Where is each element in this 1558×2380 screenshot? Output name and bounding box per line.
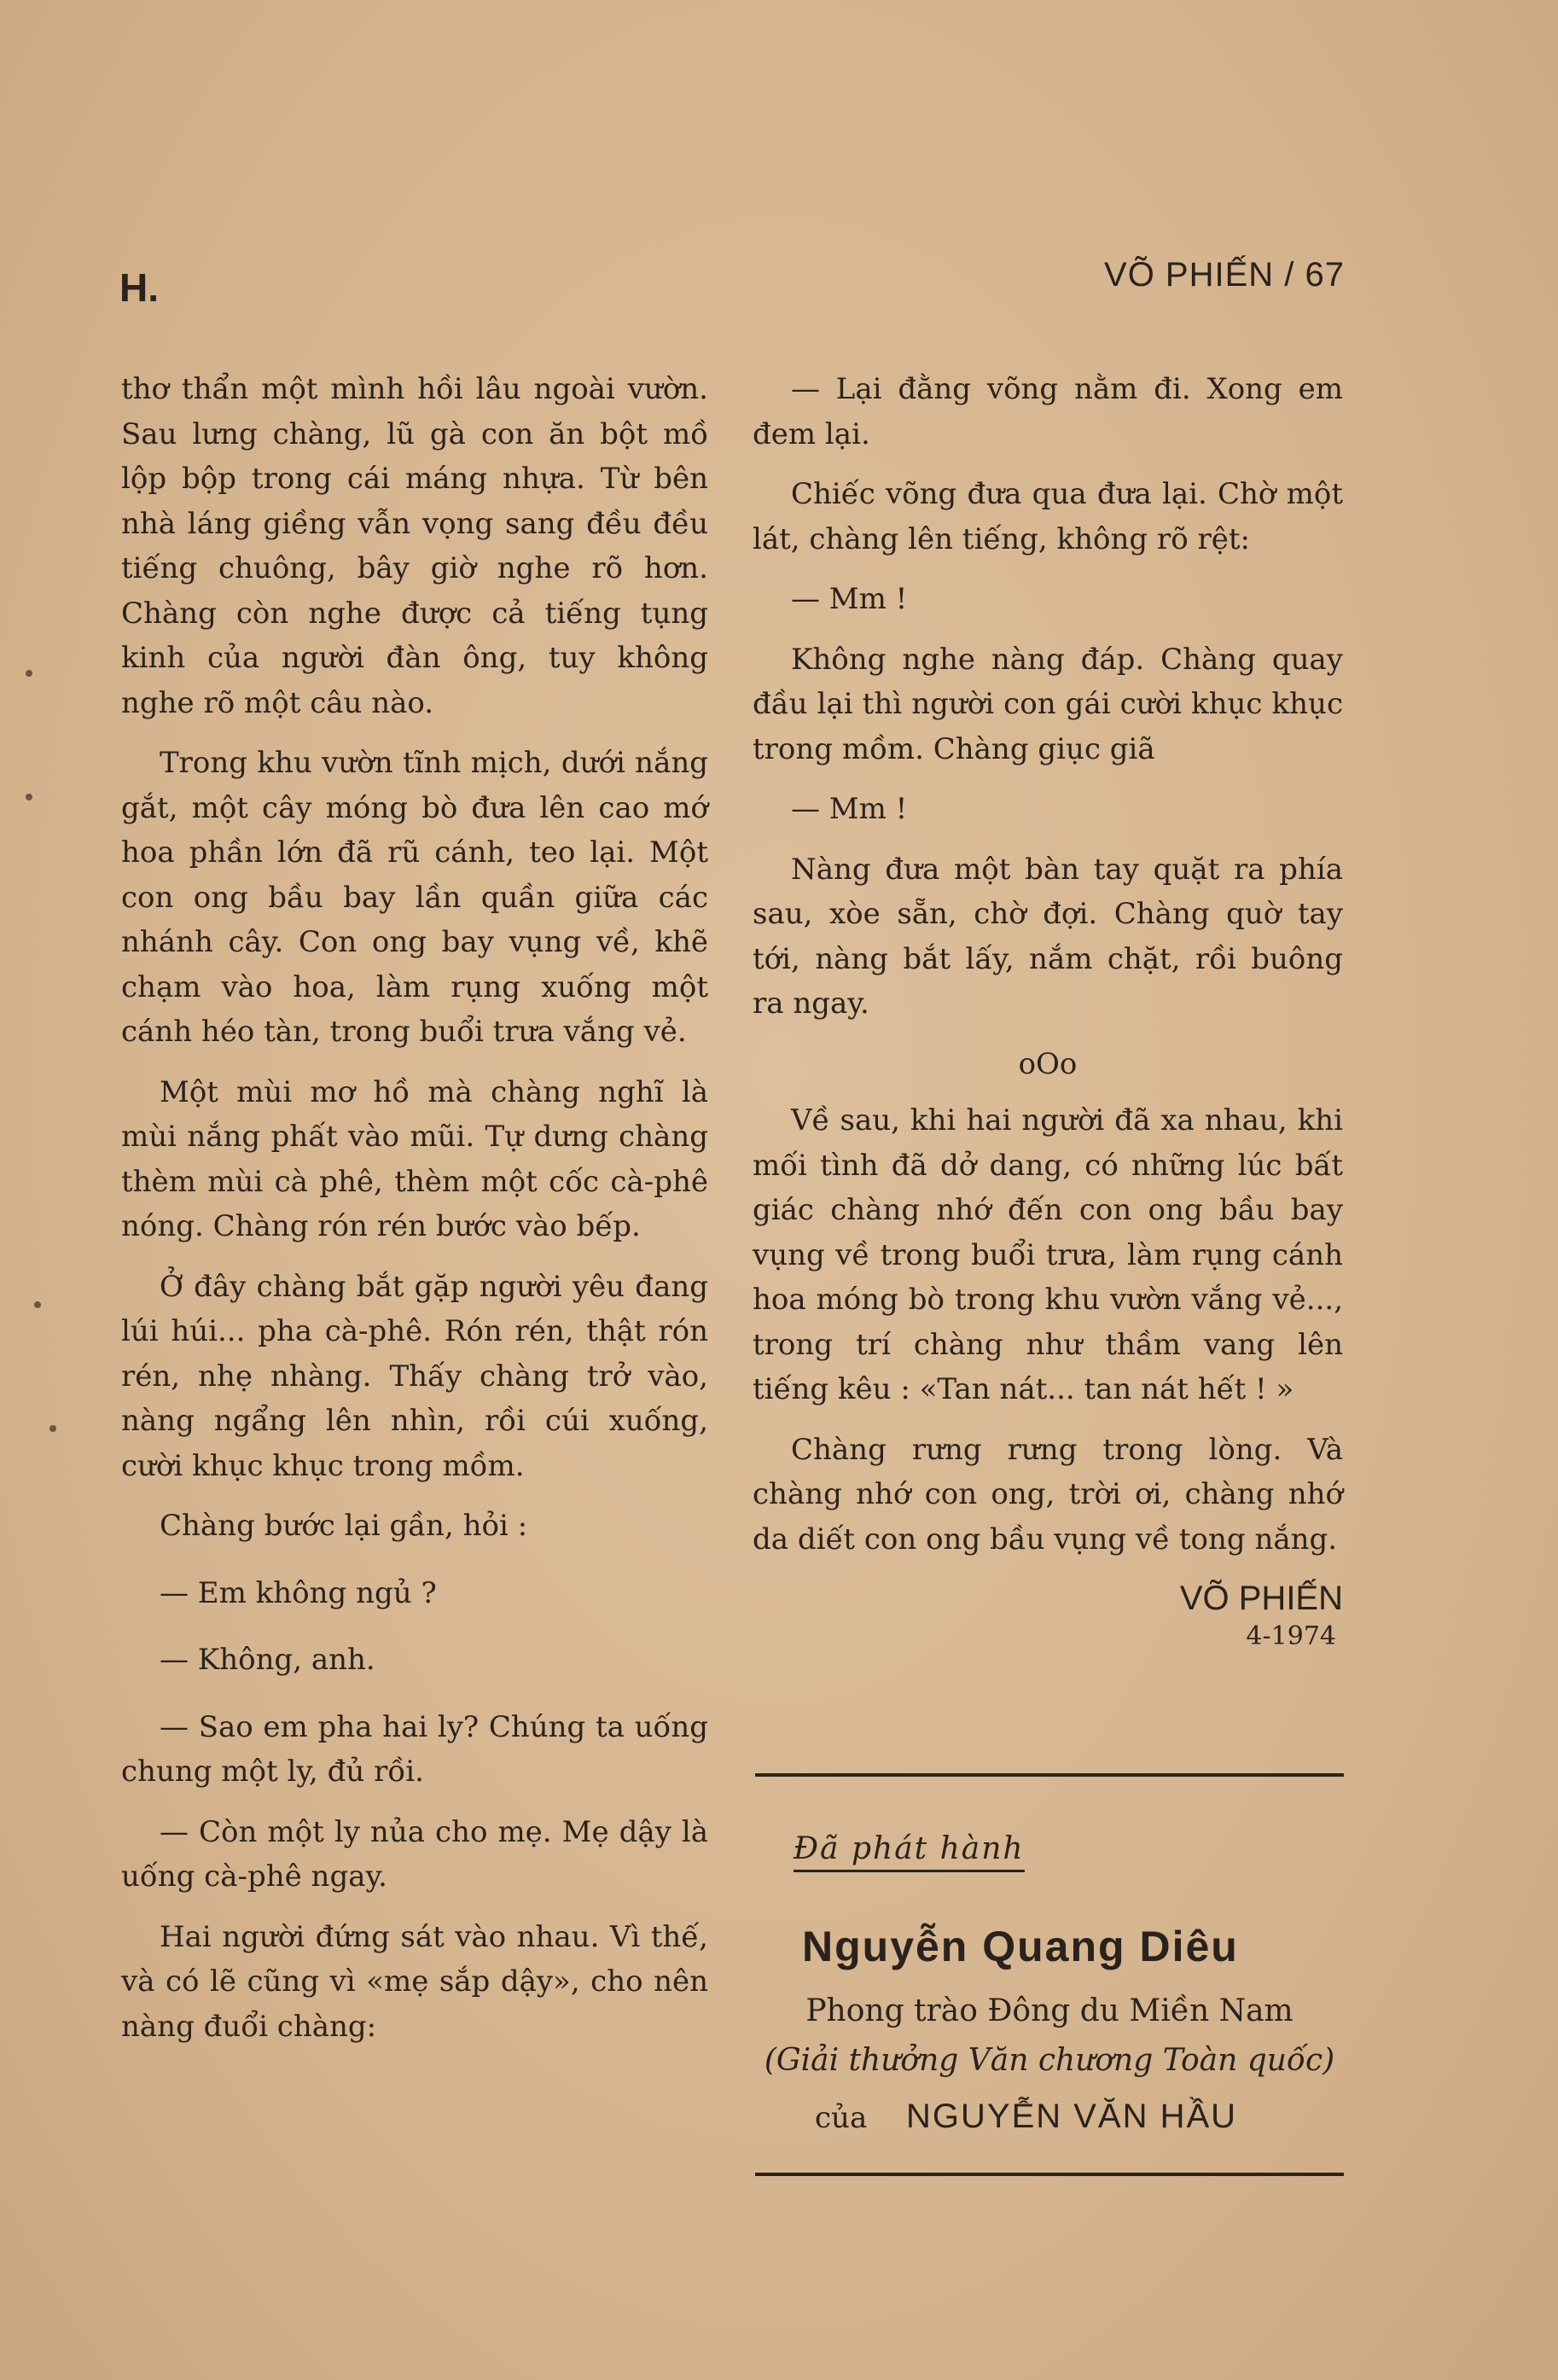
paragraph: Ở đây chàng bắt gặp người yêu đang lúi húi... pha cà-phê. Rón rén, thật rón rén, nhẹ nhàng. Thấy chàng trở vào, nàng ngẩng lên nhìn, rồi cúi xuống, cười khục khục trong mồm. [121,1269,708,1483]
dialogue-line: — Mm ! [791,792,908,826]
paragraph: Chàng rưng rưng trong lòng. Và chàng nhớ con ong, trời ơi, chàng nhớ da diết con ong bầu vụng về tong nắng. [753,1432,1343,1557]
divider-rule [755,2173,1344,2176]
right-column [753,367,1343,1654]
released-label: Đã phát hành [794,1831,1025,1872]
dialogue-line: — Còn một ly nủa cho mẹ. Mẹ dậy là uống cà-phê ngay. [121,1814,708,1894]
signature-date: 4-1974 [1246,1621,1336,1651]
dialogue-line: — Lại đằng võng nằm đi. Xong em đem lại. [753,372,1343,451]
section-separator: oOo [1018,1046,1078,1081]
dialogue-line: — Em không ngủ ? [160,1575,437,1610]
paragraph: Không nghe nàng đáp. Chàng quay đầu lại thì người con gái cười khục khục trong mồm. Chàng giục giã [753,642,1343,766]
paragraph: Chiếc võng đưa qua đưa lại. Chờ một lát, chàng lên tiếng, không rõ rệt: [753,477,1343,556]
header-left-mark: H. [119,265,159,310]
left-column [121,367,708,2064]
book-author: Nguyễn Quang Diêu [802,1923,1239,1970]
book-by-label: của [815,2101,868,2135]
book-by-author: NGUYỄN VĂN HẦU [906,2098,1238,2135]
signature-name: VÕ PHIẾN [1179,1580,1343,1617]
paragraph: Về sau, khi hai người đã xa nhau, khi mối tình đã dở dang, có những lúc bất giác chàng nhớ đến con ong bầu bay vụng về trong buổi trưa, làm rụng cánh hoa móng bò trong khu vườn vắng vẻ..., trong trí chàng như thầm vang lên tiếng kêu : «Tan nát... tan nát hết ! » [753,1103,1343,1406]
paper-speck [49,1425,56,1432]
dialogue-line: — Sao em pha hai ly? Chúng ta uống chung một ly, đủ rồi. [121,1709,708,1789]
paragraph: Hai người đứng sát vào nhau. Vì thế, và có lẽ cũng vì «mẹ sắp dậy», cho nên nàng đuổi chàng: [121,1919,708,2044]
paragraph: Trong khu vườn tĩnh mịch, dưới nắng gắt, một cây móng bò đưa lên cao mớ hoa phần lớn đã rũ cánh, teo lại. Một con ong bầu bay lần quần giữa các nhánh cây. Con ong bay vụng về, khẽ chạm vào hoa, làm rụng xuống một cánh héo tàn, trong buổi trưa vắng vẻ. [121,746,708,1049]
paper-speck [26,670,32,677]
paper-speck [26,794,32,800]
paragraph: thơ thẩn một mình hồi lâu ngoài vườn. Sau lưng chàng, lũ gà con ăn bột mồ lộp bộp trong cái máng nhựa. Từ bên nhà láng giềng vẫn vọng sang đều đều tiếng chuông, bây giờ nghe rõ hơn. Chàng còn nghe được cả tiếng tụng kinh của người đàn ông, tuy không nghe rõ một câu nào. [121,372,708,720]
header-running-title: VÕ PHIẾN / 67 [1104,256,1345,294]
book-title: Phong trào Đông du Miền Nam [805,1993,1293,2028]
divider-rule [755,1773,1344,1777]
paragraph: Chàng bước lại gần, hỏi : [160,1509,528,1543]
dialogue-line: — Mm ! [791,582,908,616]
paragraph: Nàng đưa một bàn tay quặt ra phía sau, xòe sẵn, chờ đợi. Chàng quờ tay tới, nàng bắt lấy, nắm chặt, rồi buông ra ngay. [753,852,1343,1021]
book-award: (Giải thưởng Văn chương Toàn quốc) [764,2043,1335,2078]
paragraph: Một mùi mơ hồ mà chàng nghĩ là mùi nắng phất vào mũi. Tự dưng chàng thèm mùi cà phê, thèm một cốc cà-phê nóng. Chàng rón rén bước vào bếp. [121,1074,708,1243]
dialogue-line: — Không, anh. [160,1643,375,1677]
paper-speck [34,1301,41,1308]
